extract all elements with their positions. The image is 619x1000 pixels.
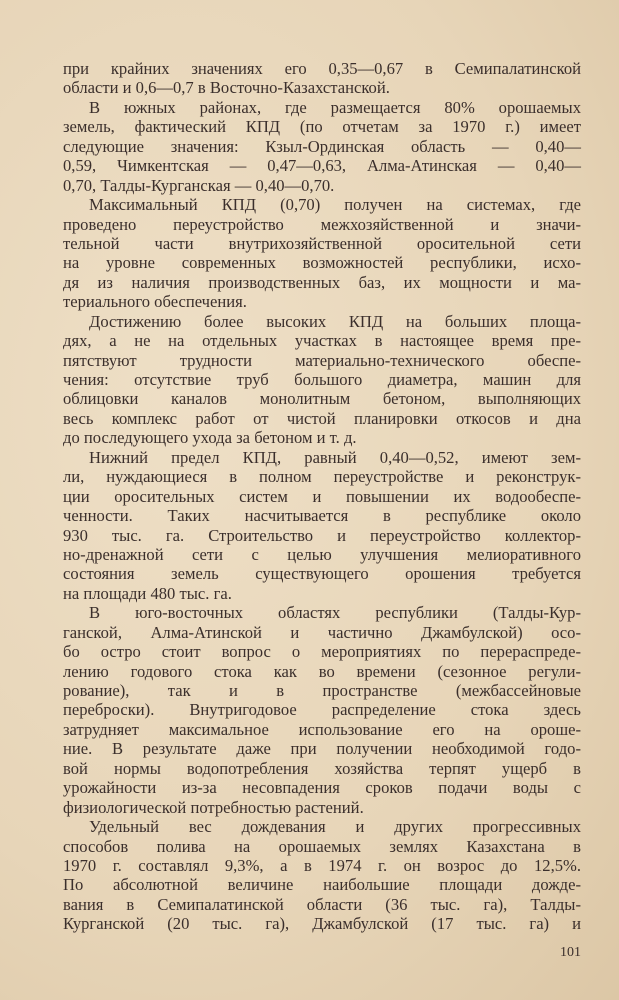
text-line: ченности. Таких насчитывается в республике около	[63, 506, 581, 526]
text-line: Курганской (20 тыс. га), Джамбулской (17 тыс. га) и	[63, 914, 581, 934]
text-line: В южных районах, где размещается 80% орошаемых	[89, 97, 581, 117]
text-line: на уровне современных возможностей республики, исхо-	[63, 253, 581, 273]
text-line: дя из наличия производственных баз, их мощности и ма-	[63, 272, 581, 292]
text-line: ли, нуждающиеся в полном переустройстве и реконструк-	[63, 467, 581, 487]
text-line: вой нормы водопотребления хозяйства терпят ущерб в	[63, 758, 581, 778]
text-line: чения: отсутствие труб большого диаметра, машин для	[63, 370, 581, 389]
page-number: 101	[560, 945, 581, 960]
paragraph	[63, 195, 581, 312]
text-line: В юго-восточных областях республики (Талды-Кур-	[89, 603, 581, 623]
text-line: лению годового стока как во времени (сезонное регули-	[63, 661, 581, 681]
text-line: ганской, Алма-Атинской и частично Джамбулской) осо-	[63, 622, 581, 642]
text-line: 1970 г. составлял 9,3%, а в 1974 г. он возрос до 12,5%.	[63, 855, 581, 875]
paragraph	[63, 817, 581, 934]
text-line: тельной части внутрихозяйственной оросительной сети	[63, 233, 581, 253]
text-line: вания в Семипалатинской области (36 тыс. га), Талды-	[63, 894, 581, 914]
text-line: 930 тыс. га. Строительство и переустройство коллектор-	[63, 525, 581, 545]
text-line: ние. В результате даже при получении необходимой годо-	[63, 739, 581, 759]
text-line: 0,70, Талды-Курганская — 0,40—0,70.	[63, 175, 335, 195]
text-line: весь комплекс работ от чистой планировки откосов и дна	[63, 408, 581, 428]
text-line: 0,59, Чимкентская — 0,47—0,63, Алма-Атинская — 0,40—	[63, 156, 581, 176]
text-line: облицовки каналов монолитным бетоном, выполняющих	[63, 389, 581, 409]
paragraph	[63, 98, 581, 195]
text-line: области и 0,6—0,7 в Восточно-Казахстанской.	[63, 78, 390, 98]
text-line: По абсолютной величине наибольшие площади дожде-	[63, 875, 581, 895]
paragraph	[63, 59, 581, 98]
text-line: затрудняет максимальное использование его на ороше-	[63, 719, 581, 739]
text-line: рование), так и в пространстве (межбассейновые	[63, 681, 581, 700]
text-line: следующие значения: Кзыл-Ординская область — 0,40—	[63, 136, 581, 156]
text-line: состояния земель существующего орошения требуется	[63, 564, 581, 584]
text-line: териального обеспечения.	[63, 292, 247, 312]
text-line: Максимальный КПД (0,70) получен на системах, где	[89, 195, 581, 215]
text-line: способов полива на орошаемых землях Казахстана в	[63, 836, 581, 856]
text-line: на площади 480 тыс. га.	[63, 583, 232, 603]
text-line: урожайности из-за несовпадения сроков подачи воды с	[63, 778, 581, 798]
text-line: ции оросительных систем и повышении их водообеспе-	[63, 486, 581, 506]
text-line: Нижний предел КПД, равный 0,40—0,52, имеют зем-	[89, 447, 581, 467]
paragraph	[63, 448, 581, 604]
paragraph	[63, 603, 581, 817]
book-page-text	[63, 59, 581, 934]
text-line: Удельный вес дождевания и других прогрессивных	[89, 817, 581, 837]
text-line: переброски). Внутригодовое распределение стока здесь	[63, 700, 581, 720]
text-line: физиологической потребностью растений.	[63, 797, 364, 817]
text-line: но-дренажной сети с целью улучшения мелиоративного	[63, 544, 581, 564]
text-line: пятствуют трудности материально-технического обеспе-	[63, 350, 581, 370]
text-line: дях, а не на отдельных участках в настоящее время пре-	[63, 331, 581, 351]
text-line: земель, фактический КПД (по отчетам за 1970 г.) имеет	[63, 117, 581, 137]
text-line: бо остро стоит вопрос о мероприятиях по перераспреде-	[63, 642, 581, 662]
text-line: проведено переустройство межхозяйственной и значи-	[63, 214, 581, 234]
paragraph	[63, 312, 581, 448]
text-line: Достижению более высоких КПД на больших площа-	[89, 311, 581, 331]
text-line: до последующего ухода за бетоном и т. д.	[63, 428, 357, 448]
text-line: при крайних значениях его 0,35—0,67 в Семипалатинской	[63, 59, 581, 78]
